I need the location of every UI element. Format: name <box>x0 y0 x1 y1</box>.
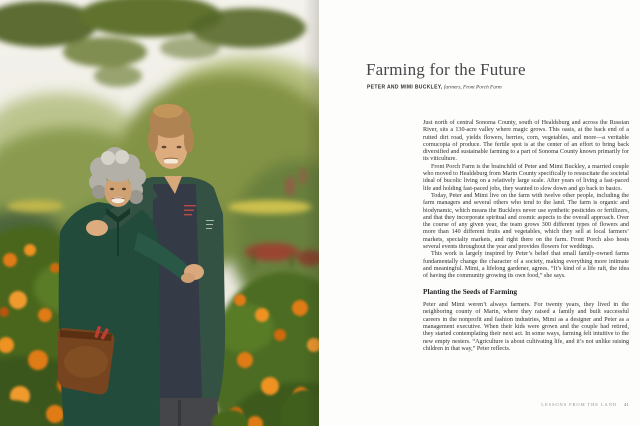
woman-eye-right <box>122 188 126 190</box>
paragraph-seeds: Peter and Mimi weren’t always farmers. For twenty years, they lived in the neighboring county of Marin, where they raised a family and built successful careers in the nonprofit and fashion industries, Mimi as a designer and Peter as a management executive. When their kids were grown and the couple had retired, they started contemplating their next act. In some ways, farming felt intuitive to the new empty nesters. “Agriculture is about cultivating life, and it’s not unlike raising children in that way,” Peter reflects. <box>423 302 629 352</box>
clasped-hands-lower <box>181 273 195 283</box>
article-body <box>423 120 629 353</box>
man-eye-left <box>162 146 167 149</box>
woman-eye-left <box>110 188 114 190</box>
pants-seam <box>178 400 181 426</box>
byline-names: PETER AND MIMI BUCKLEY, <box>367 84 443 90</box>
man-hair-side-left <box>148 127 158 153</box>
coverall-zipper <box>117 218 119 256</box>
section-heading: Planting the Seeds of Farming <box>423 286 518 296</box>
man-hair-side-right <box>184 127 194 153</box>
man-hair-highlight <box>153 104 183 118</box>
leather-tool-pouch <box>58 328 115 394</box>
woman-hairline <box>105 168 131 182</box>
man-smile <box>164 159 178 164</box>
man-eye-right <box>177 146 182 149</box>
article-title: Farming for the Future <box>366 60 526 79</box>
paragraph-farm-today: Today, Peter and Mimi live on the farm with twelve other people, including the farm managers and several others who tend to the land. The farm is organic and biodynamic, which means the Buckleys never use synthetic pesticides or fertilizers, and that they incorporate spiritual and cosmic aspects to the overall approach. Over the course of any given year, the team grows 300 different types of flowers and more than 140 different fruits and vegetables, which they sell at local farmers’ markets, specialty markets, and right there on the farm. Front Porch also hosts several events throughout the year and provides flowers for weddings. <box>423 192 629 251</box>
man-hand <box>86 220 108 236</box>
byline-role: farmers, Front Porch Farm <box>444 84 502 90</box>
garden-photo-illustration <box>0 0 319 426</box>
article-page <box>319 0 640 426</box>
footer-label: LESSONS FROM THE LAND <box>541 402 617 407</box>
paragraph-intro: Just north of central Sonoma County, south of Healdsburg and across the Russian River, sits a 130-acre valley where magic grows. This oasis, at the back end of a rutted dirt road, yields flowers, berries, corn, vegetables, and more—a veritable cornucopia of produce. The fertile spot is at the center of an effort to bring back diversified and sustainable farming to a part of Sonoma County known primarily for its viticulture. <box>423 120 629 163</box>
paragraph-brainchild: Front Porch Farm is the brainchild of Peter and Mimi Buckley, a married couple who moved to Healdsburg from Marin County specifically to resuscitate the societal ideal of bucolic living on a relatively large scale. After years of living a fast-paced life and holding fast-paced jobs, they wanted to slow down and go back to basics. <box>423 163 629 192</box>
paragraph-belief: This work is largely inspired by Peter’s belief that small family-owned farms fundamentally change the character of a society, making everything more intimate and meaningful. Mimi, a lifelong gardener, agrees. “It’s kind of a life raft, the idea of having the community growing its own food,” she says. <box>423 251 629 280</box>
photo-couple-garden <box>0 0 319 426</box>
page-number: 41 <box>624 402 629 407</box>
running-footer <box>436 402 629 407</box>
byline <box>367 84 607 90</box>
